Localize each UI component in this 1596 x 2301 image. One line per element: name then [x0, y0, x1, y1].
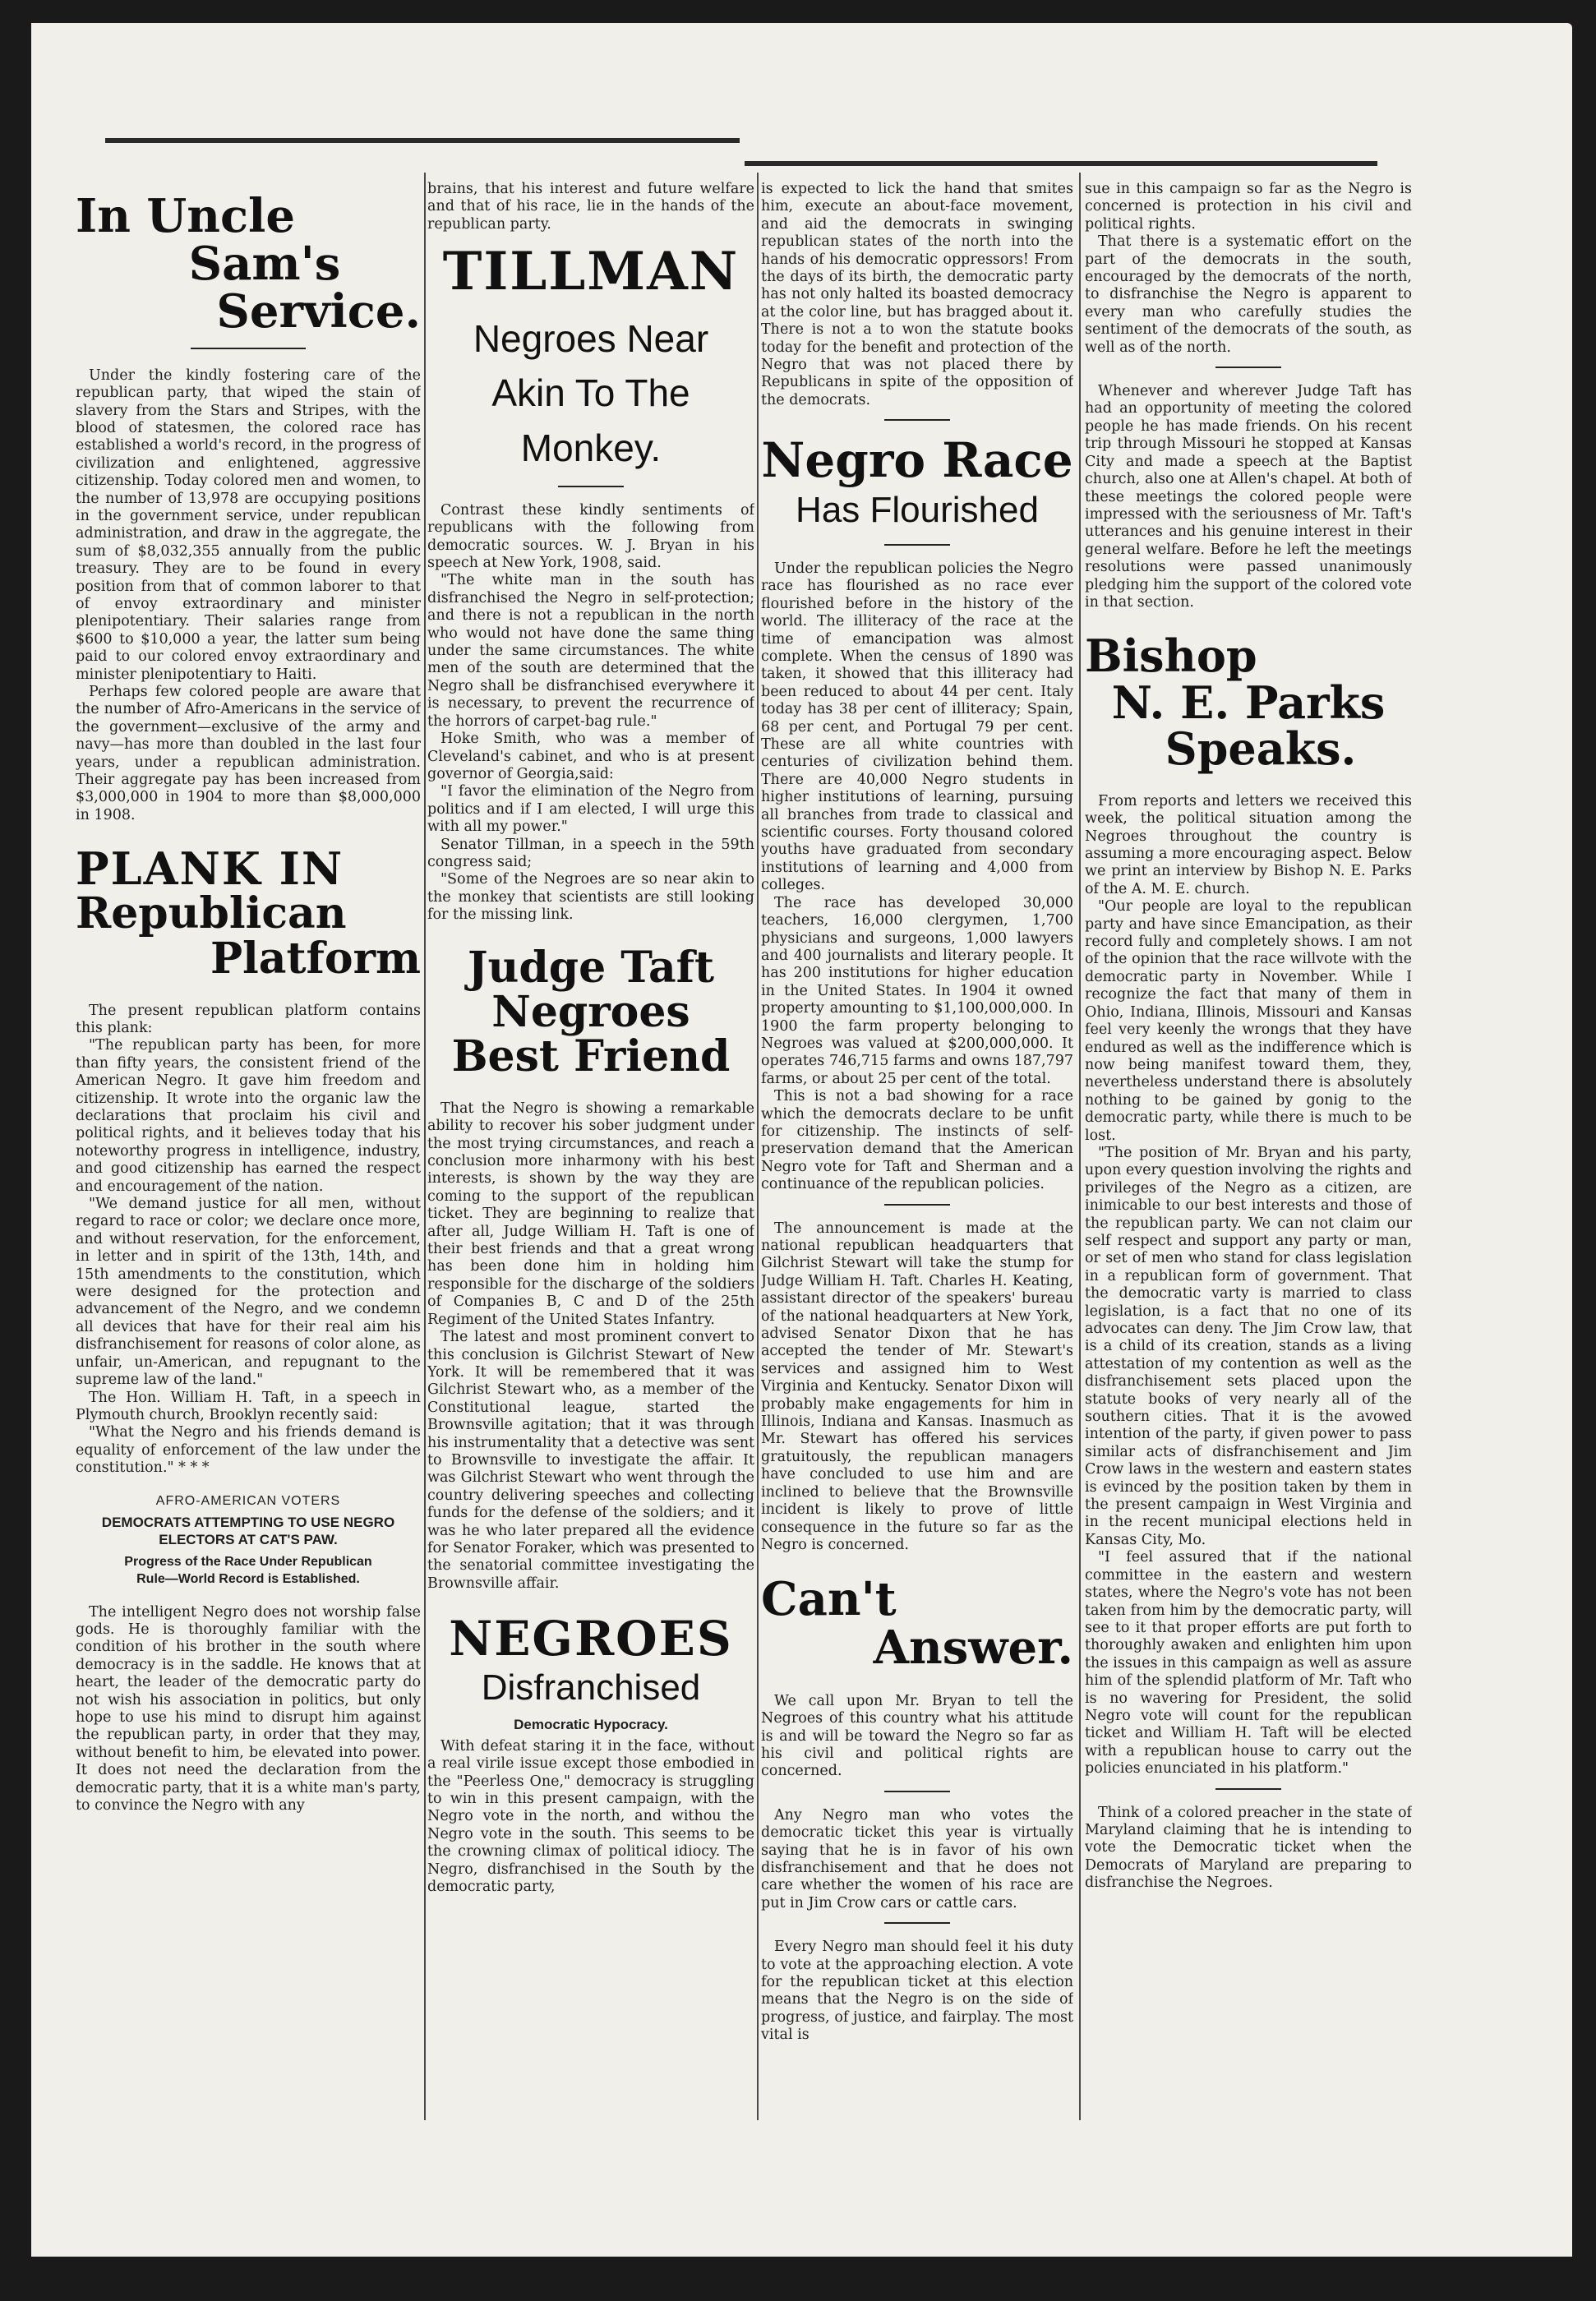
paragraph: From reports and letters we received this week, the political situation among the Negroes throughout the country is assuming a more encouraging aspect. Below we print an interview by Bishop N. E. Parks of the A. M. E. church. — [1085, 792, 1412, 897]
headline: Negroes — [491, 986, 690, 1037]
paragraph: The latest and most prominent convert to this conclusion is Gilchrist Stewart of New York. It will be remembered that it was Gilchrist Stewart who, as a member of the Constitutional league, started the Brownsville agitation; that it was through his instrumentality that a detective was sent to Brownsville to investigate the affair. It was Gilchrist Stewart who went through the country delivering speeches and collecting funds for the defense of the soldiers; and it was he who later prepared all the evidence for Senator Foraker, which was presented to the senatorial committee investigating the Brownsville affair. — [427, 1329, 754, 1592]
paragraph: The announcement is made at the national republican headquarters that Gilchrist Stewart will take the stump for Judge William H. Taft. Charles H. Keating, assistant director of the speakers' bureau of the national headquarters at New York, advised Senator Dixon that he has accepted the tender of Mr. Stewart's services and assigned him to West Virginia and Kentucky. Senator Dixon will probably make engagements for him in Illinois, Indiana and Kansas. Inasmuch as Mr. Stewart has offered his services gratuitously, the republican managers have concluded to use him and are inclined to believe that the Brownsville incident is likely to prove of little consequence in the future so far as the Negro is concerned. — [761, 1220, 1073, 1553]
paragraph: With defeat staring it in the face, without a real virile issue except those embodied in the "Peerless One," democracy is struggling to win in this present campaign, with the Negro vote in the north, and withou the Negro vote in the south. This seems to be the crowning climax of political idiocy. The Negro, disfranchised in the South by the democratic party, — [427, 1737, 754, 1895]
headline: Service. — [216, 284, 421, 339]
divider — [191, 348, 306, 349]
paragraph: Whenever and wherever Judge Taft has had an opportunity of meeting the colored people he has made friends. On his recent trip through Missouri he stopped at Kansas City and made a speech at the Baptist church, also one at Allen's chapel. At both of these meetings the colored people were impressed with the seriousness of Mr. Taft's utterances and his genuine interest in their general welfare. Before he left the meetings resolutions were passed unanimously pledging him the support of the colored vote in that section. — [1085, 383, 1412, 611]
divider — [558, 486, 624, 487]
paragraph: "I favor the elimination of the Negro from politics and if I am elected, I will urge this with all my power." — [427, 783, 754, 836]
headline: N. E. Parks — [1111, 676, 1386, 729]
subheadline: Democratic Hypocracy. — [514, 1716, 668, 1732]
paragraph: The intelligent Negro does not worship false gods. He is thoroughly familiar with the condition of his brother in the south where democracy is in the saddle. He knows that at heart, the leader of the democratic party do not wish his association in politics, but only hope to use his mind to disrupt him against the republican party, in order that they may, without benefit to him, be elevated into power. It does not need the declaration from the democratic party, that it is a white man's party, to convince the Negro with any — [76, 1603, 421, 1815]
paragraph: sue in this campaign so far as the Negro is concerned is protection in his civil and political rights. — [1085, 181, 1412, 233]
paragraph: Any Negro man who votes the democratic ticket this year is virtually saying that he is in favor of his own disfranchisement and that he does not care whether the women of his race are put in Jim Crow cars or cattle cars. — [761, 1806, 1073, 1911]
headline: Sam's — [188, 237, 341, 292]
headline: Best Friend — [451, 1031, 731, 1081]
paragraph: That there is a systematic effort on the part of the democrats in the south, encouraged by the democrats of the north, to disfranchise the Negro is apparent to every man who carefully studies the sentiment of the democrats of the south, as well as of the north. — [1085, 233, 1412, 356]
divider — [1215, 1788, 1281, 1790]
paragraph: Contrast these kindly sentiments of republicans with the following from democratic sources. W. J. Bryan in his speech at New York, 1908, said. — [427, 501, 754, 572]
paragraph: Perhaps few colored people are aware that the number of Afro-Americans in the service of the government—exclusive of the army and navy—has more than doubled in the last four years, under a republican administration. Their aggregate pay has been increased from $3,000,000 in 1904 to more than $8,000,000 in 1908. — [76, 684, 421, 823]
paragraph: We call upon Mr. Bryan to tell the Negroes of this country what his attitude is and will be toward the Negro so far as his civil and political rights are concerned. — [761, 1692, 1073, 1780]
headline: Can't — [761, 1572, 897, 1627]
column-rule — [424, 173, 426, 2120]
column-rule — [757, 173, 759, 2120]
headline: Speaks. — [1165, 722, 1357, 775]
paragraph: "Our people are loyal to the republican party and have since Emancipation, as their record fully and completely shows. I am not of the opinion that the race willvote with the democratic party in November. While I recognize the fact that many of them in Ohio, Indiana, Illinois, Missouri and Kansas feel very keenly the wrongs that they have endured as well as the indifference which is now being manifest toward them, they, nevertheless understand there is absolutely nothing to be gained by gonig to the democratic party, while there is much to be lost. — [1085, 898, 1412, 1144]
divider — [884, 1204, 950, 1206]
paragraph: "The white man in the south has disfranchised the Negro in self-protection; and there is not a republican in the north who would not have done the same thing under the same circumstances. The white men of the south are determined that the Negro shall be disfranchised everywhere it is necessary, to prevent the recurrence of the horrors of carpet-bag rule." — [427, 572, 754, 730]
headline: In Uncle — [76, 189, 295, 243]
headline: Negroes Near — [473, 316, 709, 360]
headline: Answer. — [873, 1620, 1073, 1675]
paragraph: Every Negro man should feel it his duty to vote at the approaching election. A vote for the republican ticket at this election means that the Negro is on the side of progress, of justice, and fairplay. The most vital is — [761, 1939, 1073, 2044]
paragraph: "The republican party has been, for more than fifty years, the consistent friend of the American Negro. It gave him freedom and citizenship. It wrote into the organic law the declarations that proclaim his civil and political rights, and it believes today that his noteworthy progress in intelligence, industry, and good citizenship has earned the respect and encouragement of the nation. — [76, 1037, 421, 1195]
paragraph: "I feel assured that if the national committee in the eastern and western states, where the Negro's vote has not been taken from him by the democratic party, will see to it that proper efforts are put forth to thoroughly awaken and enlighten him upon the issues in this campaign as well as assure him of the splendid platform of Mr. Taft who is no wavering for President, the solid Negro vote will count for the republican ticket and William H. Taft will be elected with a republican house to carry out the policies enunciated in his platform." — [1085, 1549, 1412, 1778]
headline: Platform — [210, 933, 421, 984]
column-2 — [427, 181, 754, 1896]
paragraph: Hoke Smith, who was a member of Cleveland's cabinet, and who is at present governor of Georgia,said: — [427, 731, 754, 782]
headline: TILLMAN — [442, 241, 740, 303]
divider — [884, 419, 950, 421]
top-rule — [105, 138, 740, 143]
paragraph: "Some of the Negroes are so near akin to the monkey that scientists are still looking for the missing link. — [427, 871, 754, 924]
headline: NEGROES — [449, 1611, 733, 1667]
headline: Has Flourished — [796, 489, 1039, 530]
column-3 — [761, 181, 1073, 2045]
column-4 — [1085, 181, 1412, 1893]
headline: Monkey. — [520, 427, 662, 470]
column-1 — [76, 181, 421, 1815]
section-label: AFRO-AMERICAN VOTERS — [155, 1493, 341, 1508]
headline: Negro Race — [761, 432, 1073, 489]
headline: Bishop — [1085, 629, 1257, 683]
paragraph: "What the Negro and his friends demand is equality of enforcement of the law under the constitution." * * * — [76, 1424, 421, 1477]
subheadline: Progress of the Race Under Republican Rule—World Record is Established. — [124, 1554, 372, 1586]
paragraph: Under the republican policies the Negro race has flourished as no race ever flourished before in the history of the world. The illiteracy of the race at the time of emancipation was almost complete. When the census of 1890 was taken, it showed that this illiteracy had been reduced to about 44 per cent. Italy today has 38 per cent of illiteracy; Spain, 68 per cent, and Portugal 79 per cent. These are all white countries with centuries of civilization behind them. There are 40,000 Negro students in higher institutions of learning, pursuing all branches from trade to classical and scientific courses. Forty thousand colored youths have graduated from secondary institutions of learning and 4,000 from colleges. — [761, 560, 1073, 894]
paragraph: The race has developed 30,000 teachers, 16,000 clergymen, 1,700 physicians and surgeons, 1,000 lawyers and 400 journalists and literary people. It has 200 institutions for higher education in the United States. In 1904 it owned property amounting to $1,100,000,000. In 1900 the farm property belonging to Negroes was valued at $200,000,000. It operates 746,715 farms and owns 187,797 farms, or about 25 per cent of the total. — [761, 894, 1073, 1087]
top-rule — [745, 161, 1377, 166]
headline: Disfranchised — [481, 1667, 701, 1708]
headline: Judge Taft — [467, 942, 715, 993]
paragraph: Under the kindly fostering care of the republican party, that wiped the stain of slavery from the Stars and Stripes, with the blood of statesmen, the colored race has established a world's record, in the progress of civilization and enlightened, aggressive citizenship. Today colored men and women, to the number of 13,978 are occupying positions in the government service, under republican administration, and draw in the aggregate, the sum of $8,032,355 annually from the public treasury. They are to be found in every position from that of common laborer to that of envoy extraordinary and minister plenipotentiary. Their salaries range from $600 to $10,000 a year, the latter sum being paid to our colored envoy extraordinary and minister plenipotentiary to Haiti. — [76, 367, 421, 683]
paragraph: Senator Tillman, in a speech in the 59th congress said; — [427, 836, 754, 870]
divider — [884, 1791, 950, 1792]
paragraph: Think of a colored preacher in the state of Maryland claiming that he is intending to vote the Democratic ticket when the Democrats of Maryland are preparing to disfranchise the Negroes. — [1085, 1804, 1412, 1892]
divider — [884, 1922, 950, 1924]
headline: PLANK IN — [76, 842, 344, 896]
paragraph: That the Negro is showing a remarkable ability to recover his sober judgment under the most trying circumstances, and reach a conclusion more inharmony with his best interests, is shown by the way they are coming to the support of the republican ticket. They are beginning to realize that after all, Judge William H. Taft is one of their best friends and that a great wrong has been done him in holding him responsible for the discharge of the soldiers of Companies B, C and D of the 25th Regiment of the United States Infantry. — [427, 1100, 754, 1328]
subheadline: DEMOCRATS ATTEMPTING TO USE NEGRO ELECTORS AT CAT'S PAW. — [101, 1514, 395, 1547]
headline: Republican — [76, 888, 347, 939]
headline: Akin To The — [491, 371, 690, 415]
paragraph: The Hon. William H. Taft, in a speech in Plymouth church, Brooklyn recently said: — [76, 1389, 421, 1423]
paragraph: "The position of Mr. Bryan and his party, upon every question involving the rights and privileges of the Negro as a citizen, are inimicable to our best interests and those of the republican party. We can not claim our self respect and support any party or man, or set of men who stand for class legislation in a republican form of government. That the democratic varty is married to class legislation, is a fact that no one of its advocates can deny. The Jim Crow law, that is a child of its creation, stands as a living attestation of my contention as well as the disfranchisement sets placed upon the statute books of very nearly all of the southern cities. That it is the avowed intention of the party, if given power to pass similar acts of disfranchisement and Jim Crow laws in the western and eastern states is evinced by the position taken by them in the present campaign in West Virginia and in the recent municipal elections held in Kansas City, Mo. — [1085, 1144, 1412, 1548]
paragraph: The present republican platform contains this plank: — [76, 1002, 421, 1036]
divider — [884, 544, 950, 546]
column-rule — [1079, 173, 1081, 2120]
paragraph: "We demand justice for all men, without regard to race or color; we declare once more, and without reservation, for the enforcement, in letter and in spirit of the 13th, 14th, and 15th amendments to the constitution, which were designed for the protection and advancement of the Negro, and we condemn all devices that have for their real aim his disfranchisement for reasons of color alone, as unfair, un-American, and repugnant to the supreme law of the land." — [76, 1196, 421, 1389]
paragraph: brains, that his interest and future welfare and that of his race, lie in the hands of the republican party. — [427, 181, 754, 233]
paragraph: This is not a bad showing for a race which the democrats declare to be unfit for citizenship. The instincts of self-preservation demand that the American Negro vote for Taft and Sherman and a continuance of the republican policies. — [761, 1088, 1073, 1193]
divider — [1215, 367, 1281, 368]
paragraph: is expected to lick the hand that smites him, execute an about-face movement, and aid the democrats in swinging republican states of the north into the hands of his democratic oppressors! From the days of its birth, the democratic party has not only halted its boasted democracy at the color line, but has bragged about it. There is not a to won the statute books today for the benefit and protection of the Negro that was not placed there by Republicans in spite of the opposition of the democrats. — [761, 181, 1073, 408]
